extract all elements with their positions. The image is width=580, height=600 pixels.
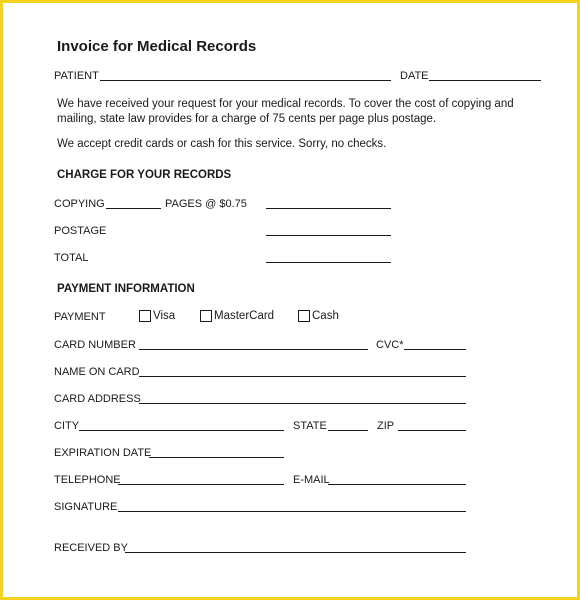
email-label: E-MAIL: [293, 474, 330, 486]
card-address-field[interactable]: [139, 403, 466, 404]
postage-amount-field[interactable]: [266, 235, 391, 236]
payment-heading: PAYMENT INFORMATION: [57, 283, 195, 295]
zip-field[interactable]: [398, 430, 466, 431]
cash-option-label: Cash: [312, 310, 339, 322]
city-field[interactable]: [79, 430, 284, 431]
visa-checkbox[interactable]: [139, 310, 151, 322]
state-field[interactable]: [328, 430, 368, 431]
signature-label: SIGNATURE: [54, 501, 118, 513]
total-label: TOTAL: [54, 252, 89, 264]
received-by-field[interactable]: [125, 552, 466, 553]
zip-label: ZIP: [377, 420, 395, 432]
charges-heading: CHARGE FOR YOUR RECORDS: [57, 169, 232, 181]
payment-note: We accept credit cards or cash for this service. Sorry, no checks.: [57, 138, 387, 150]
name-on-card-field[interactable]: [139, 376, 466, 377]
cvc-field[interactable]: [404, 349, 466, 350]
form-title: Invoice for Medical Records: [57, 38, 257, 55]
pages-rate-label: PAGES @ $0.75: [165, 198, 247, 210]
postage-label: POSTAGE: [54, 225, 107, 237]
city-label: CITY: [54, 420, 80, 432]
state-label: STATE: [293, 420, 327, 432]
telephone-field[interactable]: [118, 484, 284, 485]
copying-pages-field[interactable]: [106, 208, 161, 209]
date-label: DATE: [400, 70, 429, 82]
intro-paragraph: We have received your request for your medical records. To cover the cost of copying and mailing, state law provides for a charge of 75 cents per page plus postage.: [57, 98, 514, 125]
expiration-date-field[interactable]: [149, 457, 284, 458]
date-field[interactable]: [429, 80, 541, 81]
name-on-card-label: NAME ON CARD: [54, 366, 140, 378]
patient-field[interactable]: [100, 80, 391, 81]
expiration-date-label: EXPIRATION DATE: [54, 447, 152, 459]
visa-option-label: Visa: [153, 310, 176, 322]
copying-label: COPYING: [54, 198, 105, 210]
signature-field[interactable]: [118, 511, 466, 512]
cash-checkbox[interactable]: [298, 310, 310, 322]
mastercard-checkbox[interactable]: [200, 310, 212, 322]
email-field[interactable]: [328, 484, 466, 485]
copying-amount-field[interactable]: [266, 208, 391, 209]
patient-label: PATIENT: [54, 70, 99, 82]
mastercard-option-label: MasterCard: [214, 310, 275, 322]
card-number-field[interactable]: [139, 349, 368, 350]
total-amount-field[interactable]: [266, 262, 391, 263]
card-address-label: CARD ADDRESS: [54, 393, 141, 405]
received-by-label: RECEIVED BY: [54, 542, 128, 554]
card-number-label: CARD NUMBER: [54, 339, 136, 351]
cvc-label: CVC*: [376, 339, 404, 351]
payment-label: PAYMENT: [54, 311, 106, 323]
telephone-label: TELEPHONE: [54, 474, 121, 486]
